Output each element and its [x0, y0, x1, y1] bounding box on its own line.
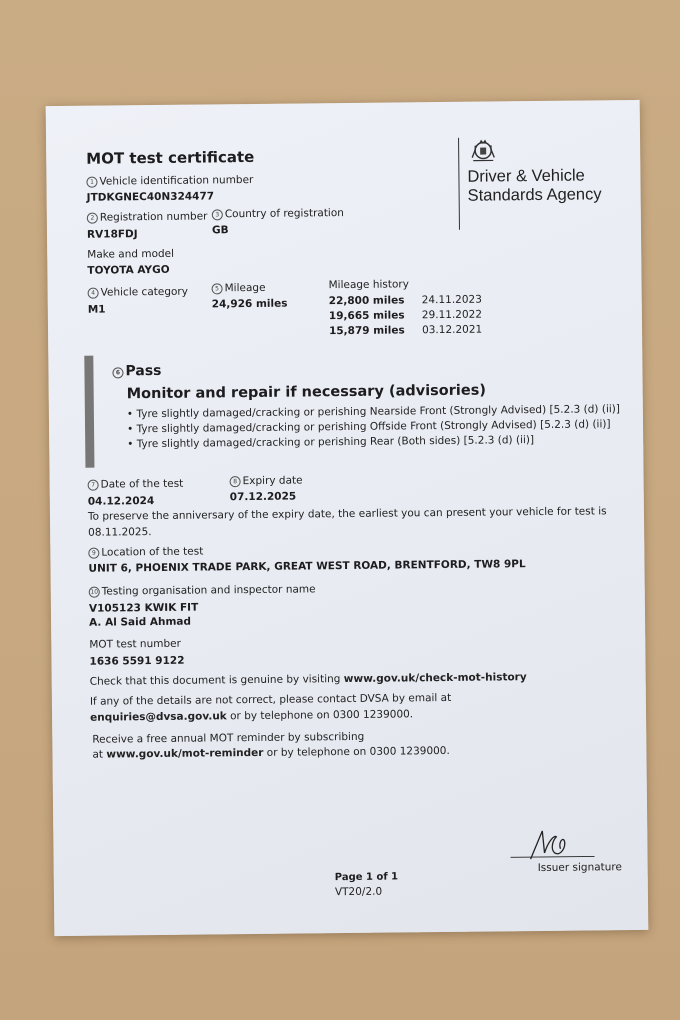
category-label: 4 Vehicle category — [88, 286, 188, 299]
mot-reminder-url: www.gov.uk/mot-reminder — [106, 746, 264, 761]
royal-coat-of-arms-icon — [467, 137, 499, 163]
make-value: TOYOTA AYGO — [87, 263, 170, 277]
contact-line1: If any of the details are not correct, please contact DVSA by email at — [89, 691, 452, 708]
category-value: M1 — [87, 303, 106, 316]
advisory-item-2: • Tyre slightly damaged/cracking or perishing Offside Front (Strongly Advised) [5.2.3 (d) (ii)] — [126, 418, 611, 436]
reminder-line1: Receive a free annual MOT reminder by subscribing — [92, 730, 365, 746]
reg-value: RV18FDJ — [86, 228, 138, 241]
advisory-item-3: • Tyre slightly damaged/cracking or perishing Rear (Both sides) [5.2.3 (d) (ii)] — [127, 434, 535, 451]
field-number-3: 3 — [212, 209, 223, 220]
page-number: Page 1 of 1 — [334, 871, 399, 884]
preserve-note-line2: 08.11.2025. — [88, 526, 152, 539]
result-pass: 6 Pass — [112, 363, 161, 380]
expiry-label: 8 Expiry date — [230, 474, 303, 487]
country-label: 3 Country of registration — [212, 207, 344, 220]
org-value-line1: V105123 KWIK FIT — [88, 601, 199, 615]
history-date-2: 29.11.2022 — [421, 308, 483, 322]
mileage-value: 24,926 miles — [211, 297, 288, 311]
location-value: UNIT 6, PHOENIX TRADE PARK, GREAT WEST ROAD, BRENTFORD, TW8 9PL — [88, 558, 526, 575]
field-number-7: 7 — [88, 480, 99, 491]
history-miles-3: 15,879 miles — [328, 324, 405, 338]
country-value: GB — [211, 224, 229, 237]
history-date-1: 24.11.2023 — [421, 293, 482, 307]
preserve-note-line1: To preserve the anniversary of the expiry date, the earliest you can present your vehicle for test is — [87, 505, 607, 523]
field-number-10: 10 — [89, 587, 100, 598]
test-date-value: 04.12.2024 — [87, 495, 155, 508]
expiry-value: 07.12.2025 — [229, 490, 297, 504]
make-label: Make and model — [87, 247, 175, 261]
advisory-heading: Monitor and repair if necessary (advisories) — [126, 382, 487, 403]
reg-label: 2 Registration number — [87, 210, 208, 223]
check-mot-url: www.gov.uk/check-mot-history — [343, 671, 527, 686]
result-bar — [84, 356, 94, 468]
agency-name: Driver & Vehicle Standards Agency — [467, 166, 602, 205]
history-date-3: 03.12.2021 — [421, 323, 483, 337]
test-number-label: MOT test number — [89, 637, 181, 651]
test-number-value: 1636 5591 9122 — [89, 654, 185, 668]
field-number-2: 2 — [87, 213, 98, 224]
check-genuine-text: Check that this document is genuine by visiting www.gov.uk/check-mot-history — [89, 671, 527, 688]
reminder-line2: at www.gov.uk/mot-reminder or by telephone on 0300 1239000. — [92, 744, 450, 761]
vin-value: JTDKGNEC40N324477 — [86, 190, 215, 204]
field-number-6: 6 — [112, 367, 123, 378]
history-miles-1: 22,800 miles — [328, 294, 405, 308]
advisory-item-1: • Tyre slightly damaged/cracking or perishing Nearside Front (Strongly Advised) [5.2.3 (d) (ii)] — [126, 403, 621, 421]
history-miles-2: 19,665 miles — [328, 309, 405, 323]
logo-divider — [458, 138, 460, 230]
org-label: 10 Testing organisation and inspector name — [90, 583, 316, 598]
form-code: VT20/2.0 — [334, 885, 383, 899]
mot-certificate-paper — [46, 100, 649, 936]
field-number-1: 1 — [86, 177, 97, 188]
contact-line2: enquiries@dvsa.gov.uk or by telephone on 0300 1239000. — [90, 708, 414, 724]
field-number-4: 4 — [88, 288, 99, 299]
mileage-label: 5 Mileage — [212, 282, 266, 295]
vin-label: 1 Vehicle identification number — [86, 174, 253, 188]
org-value-line2: A. Al Said Ahmad — [89, 615, 192, 629]
location-label: 9 Location of the test — [88, 546, 203, 559]
document-title: MOT test certificate — [86, 147, 255, 168]
issuer-signature-label: Issuer signature — [537, 861, 623, 875]
test-date-label: 7 Date of the test — [88, 478, 184, 491]
field-number-8: 8 — [230, 476, 241, 487]
contact-email: enquiries@dvsa.gov.uk — [90, 710, 227, 724]
mileage-history-label: Mileage history — [328, 278, 409, 292]
field-number-9: 9 — [88, 548, 99, 559]
field-number-5: 5 — [212, 283, 223, 294]
